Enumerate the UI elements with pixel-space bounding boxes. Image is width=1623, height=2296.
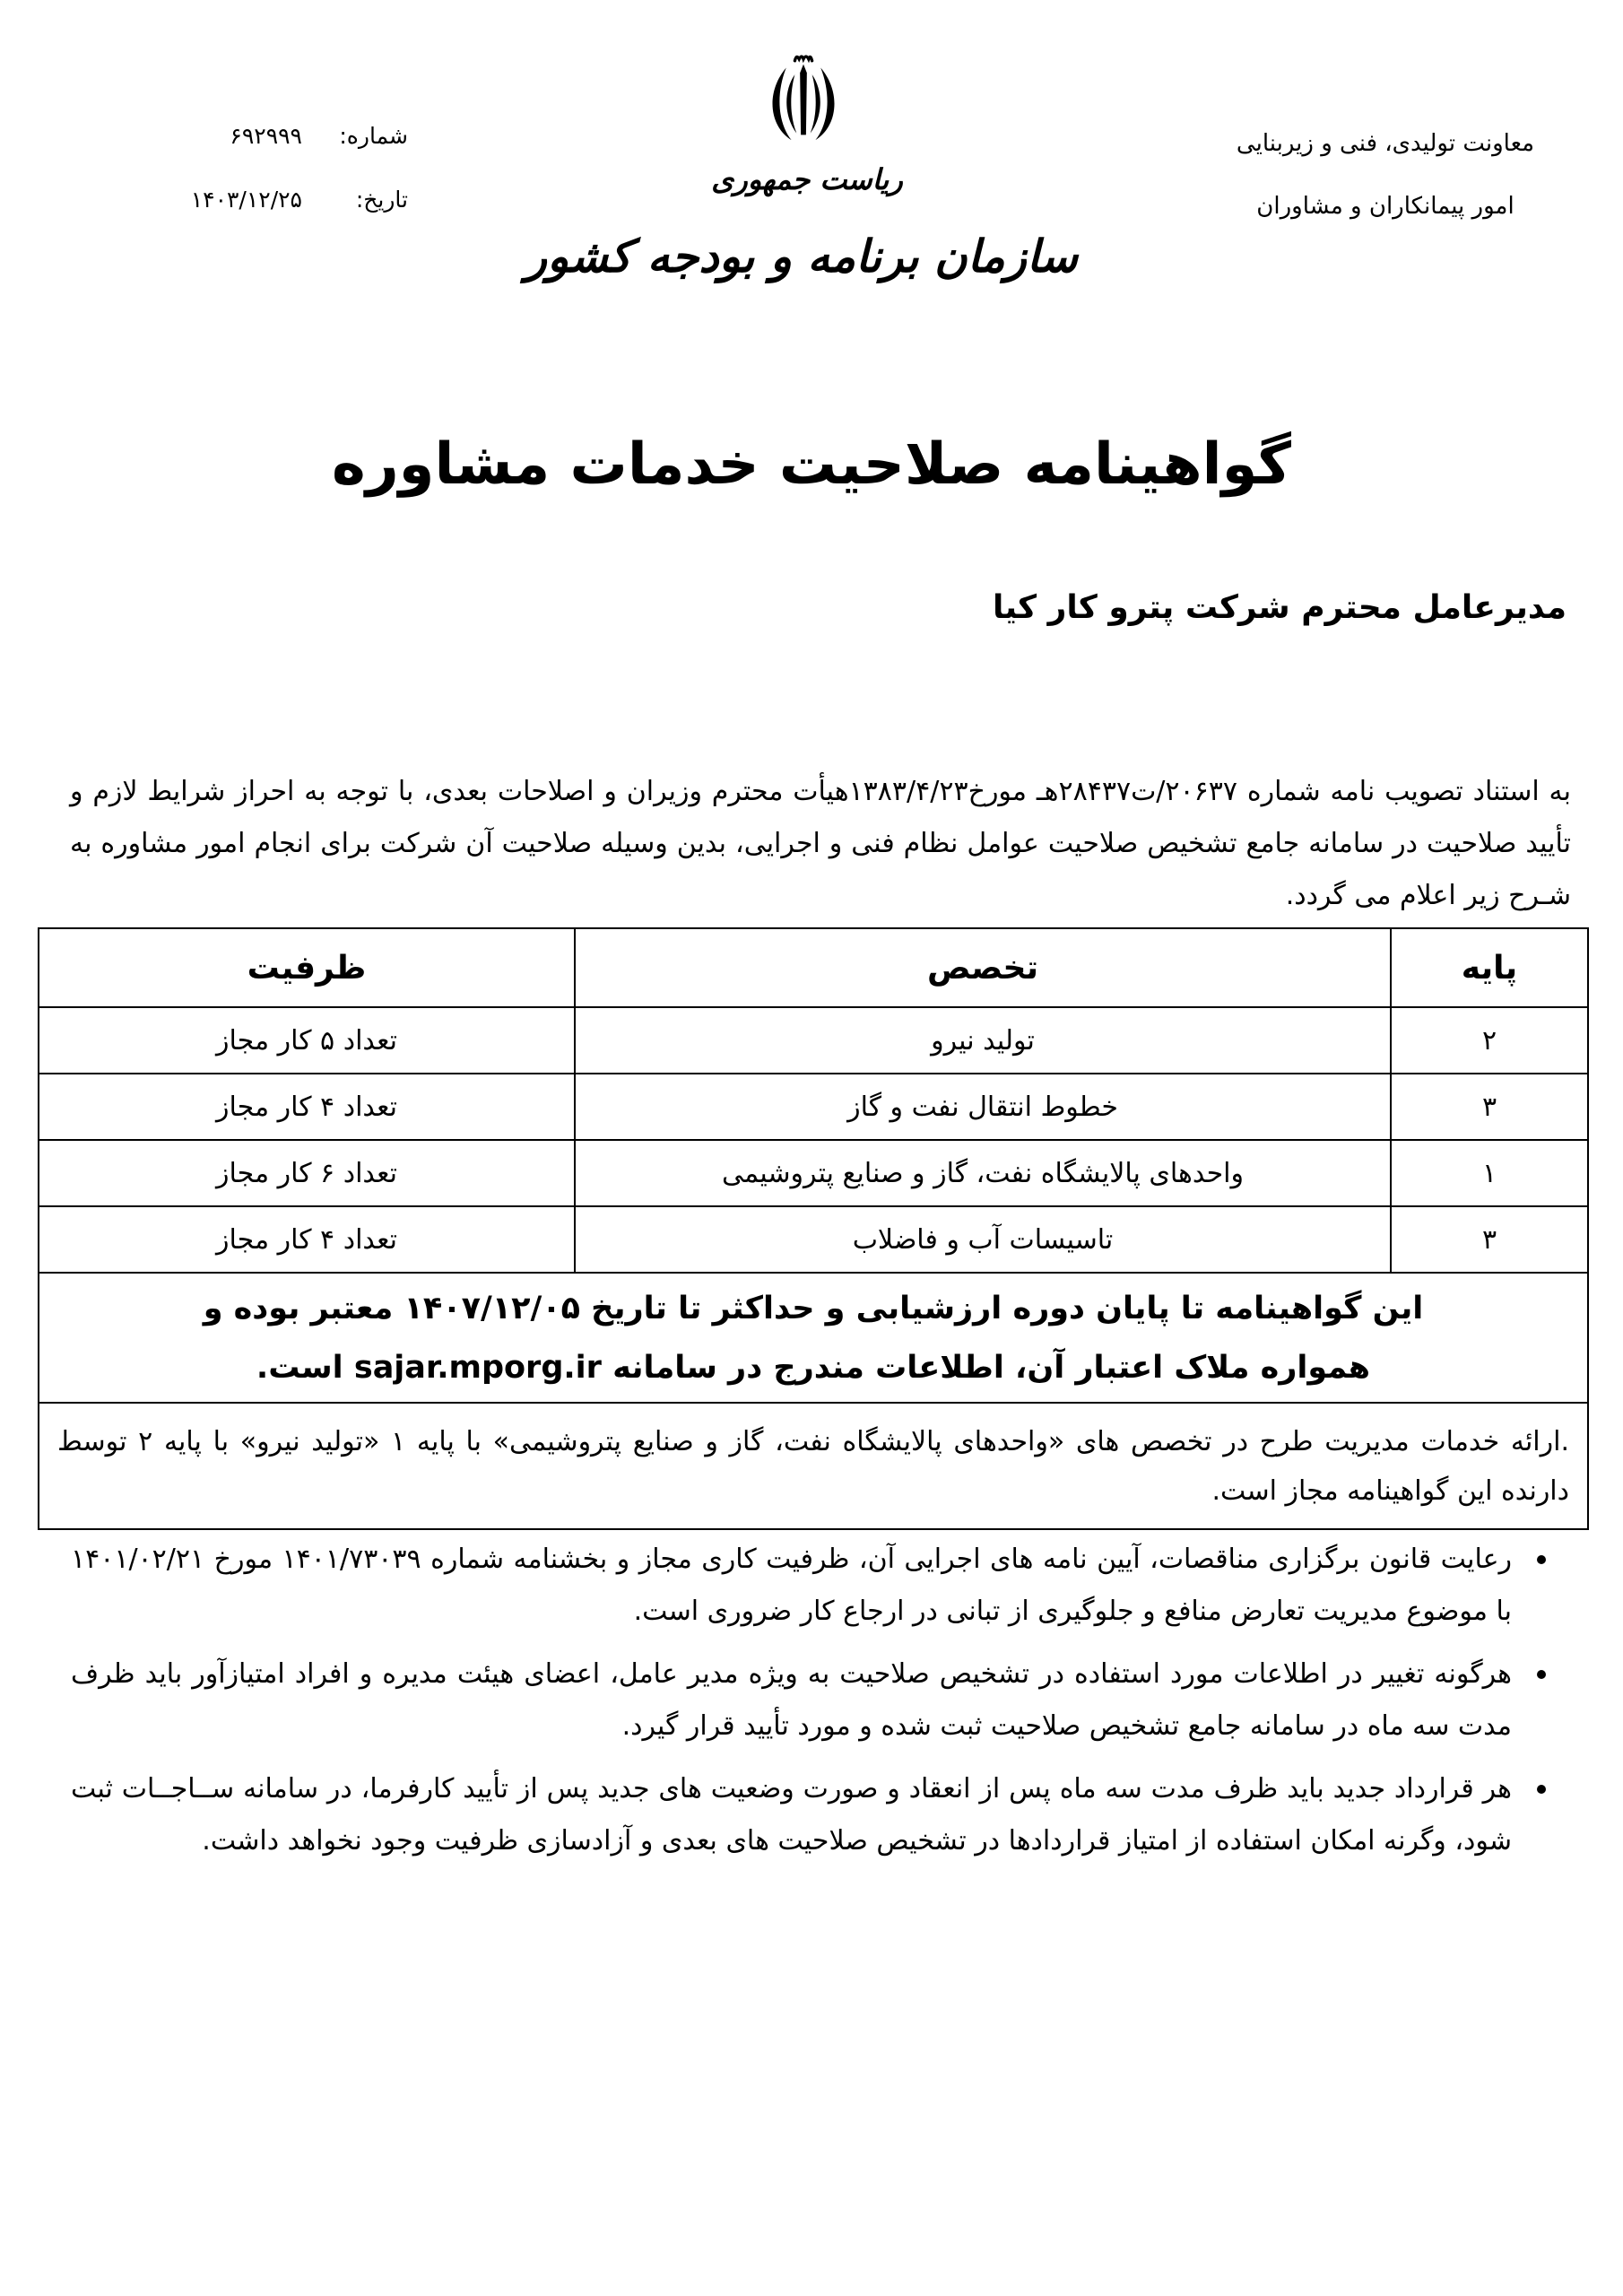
emblem-sword xyxy=(800,65,807,135)
number-row xyxy=(143,104,408,168)
validity-line: این گواهینامه تا پایان دوره ارزشیابی و حداکثر تا تاریخ ۱۴۰۷/۱۲/۰۵ معتبر بوده و xyxy=(203,1290,1424,1326)
validity-line: همواره ملاک اعتبار آن، اطلاعات مندرج در سامانه sajar.mporg.ir است. xyxy=(256,1349,1371,1386)
emblem-inner-crescent-left xyxy=(786,74,796,133)
grade-cell: ۲ xyxy=(1391,1007,1588,1074)
department-title: امور پیمانکاران و مشاوران xyxy=(1256,193,1515,220)
iran-emblem-icon xyxy=(760,52,846,147)
organization-name: سازمان برنامه و بودجه کشور xyxy=(525,230,1079,283)
letterhead xyxy=(0,0,1623,420)
letter-meta xyxy=(143,104,408,231)
bullet-icon xyxy=(1537,1555,1546,1564)
number-value: ۶۹۲۹۹۹ xyxy=(230,123,302,149)
validity-cell xyxy=(39,1273,1588,1403)
qualification-table xyxy=(38,927,1589,1530)
condition-text: هر قرارداد جدید باید ظرف مدت سه ماه پس از انعقاد و صورت وضعیت های جدید پس از تأیید کارفرما، در سامانه ســاجــات ثبت شود، وگرنه امکان استفاده از امتیاز قراردادها در تشخیص صلاحیت های بعدی و آزادسازی ظرفیت وجود نخواهد داشت. xyxy=(71,1773,1512,1857)
table-row xyxy=(39,1074,1588,1140)
validity-row xyxy=(39,1273,1588,1403)
emblem-shadda xyxy=(794,57,812,61)
note-text: .ارائه خدمات مدیریت طرح در تخصص های «واحدهای پالایشگاه نفت، گاز و صنایع پتروشیمی» با پایه ۱ «تولید نیرو» با پایه ۲ توسط دارنده این گواهینامه مجاز است. xyxy=(39,1403,1588,1529)
specialty-cell: واحدهای پالایشگاه نفت، گاز و صنایع پتروشیمی xyxy=(575,1140,1391,1206)
table-header-specialty: تخصص xyxy=(575,928,1391,1007)
table-row xyxy=(39,1007,1588,1074)
grade-cell: ۳ xyxy=(1391,1206,1588,1273)
bullet-icon xyxy=(1537,1670,1546,1679)
grade-cell: ۳ xyxy=(1391,1074,1588,1140)
table-row xyxy=(39,1206,1588,1273)
specialty-cell: تاسیسات آب و فاضلاب xyxy=(575,1206,1391,1273)
condition-text: هرگونه تغییر در اطلاعات مورد استفاده در تشخیص صلاحیت به ویژه مدیر عامل، اعضای هیئت مدیره و افراد امتیازآور باید ظرف مدت سه ماه در سامانه جامع تشخیص صلاحیت ثبت شده و مورد تأیید قرار گیرد. xyxy=(71,1658,1512,1742)
grade-cell: ۱ xyxy=(1391,1140,1588,1206)
emblem-inner-crescent-right xyxy=(811,74,820,133)
date-row xyxy=(143,168,408,231)
date-value: ۱۴۰۳/۱۲/۲۵ xyxy=(190,187,302,213)
page-title: گواهینامه صلاحیت خدمات مشاوره xyxy=(332,431,1291,498)
capacity-cell: تعداد ۶ کار مجاز xyxy=(39,1140,575,1206)
specialty-cell: تولید نیرو xyxy=(575,1007,1391,1074)
presidency-label: ریاست جمهوری xyxy=(711,162,903,196)
intro-paragraph: به استناد تصویب نامه شماره ۲۰۶۳۷/ت۲۸۴۳۷هـ مورخ۱۳۸۳/۴/۲۳هیأت محترم وزیران و اصلاحات بعدی، با توجه به احراز شرایط لازم و تأیید صلاحیت در سامانه جامع تشخیص صلاحیت عوامل نظام فنی و اجرایی، بدین وسیله صلاحیت آن شرکت برای انجام امور مشاوره به شـرح زیر اعلام می گردد. xyxy=(70,776,1571,911)
table-row xyxy=(39,1140,1588,1206)
capacity-cell: تعداد ۴ کار مجاز xyxy=(39,1074,575,1140)
table-header-grade: پایه xyxy=(1391,928,1588,1007)
condition-item xyxy=(71,1534,1512,1638)
date-label: تاریخ: xyxy=(355,187,408,213)
condition-item xyxy=(71,1763,1512,1867)
addressee: مدیرعامل محترم شرکت پترو کار کیا xyxy=(992,589,1567,626)
condition-text: رعایت قانون برگزاری مناقصات، آیین نامه های اجرایی آن، ظرفیت کاری مجاز و بخشنامه شماره ۱۴۰۱/۷۳۰۳۹ مورخ ۱۴۰۱/۰۲/۲۱ با موضوع مدیریت تعارض منافع و جلوگیری از تبانی در ارجاع کار ضروری است. xyxy=(71,1544,1512,1627)
capacity-cell: تعداد ۴ کار مجاز xyxy=(39,1206,575,1273)
deputy-title: معاونت تولیدی، فنی و زیربنایی xyxy=(1236,130,1535,157)
note-row xyxy=(39,1403,1588,1529)
conditions-list xyxy=(71,1534,1560,1867)
specialty-cell: خطوط انتقال نفت و گاز xyxy=(575,1074,1391,1140)
capacity-cell: تعداد ۵ کار مجاز xyxy=(39,1007,575,1074)
bullet-icon xyxy=(1537,1785,1546,1794)
number-label: شماره: xyxy=(339,123,408,149)
table-header-capacity: ظرفیت xyxy=(39,928,575,1007)
table-header-row xyxy=(39,928,1588,1007)
condition-item xyxy=(71,1648,1512,1752)
department-block xyxy=(1193,112,1578,238)
